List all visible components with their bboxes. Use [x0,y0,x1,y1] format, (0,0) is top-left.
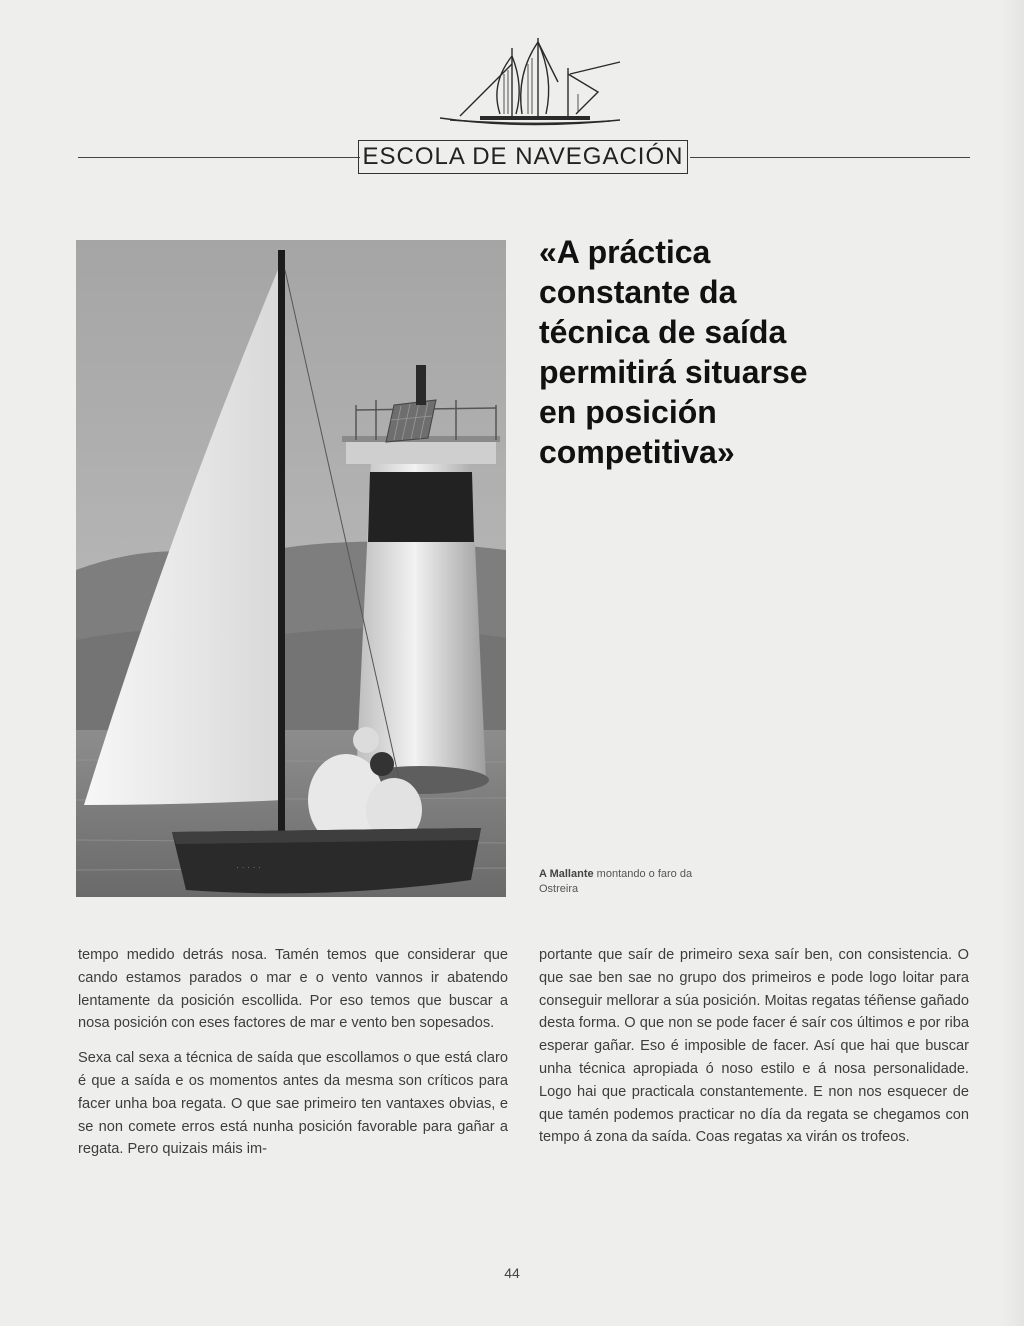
photo-caption [539,867,699,897]
header-rule-right [690,157,970,158]
body-paragraph: Sexa cal sexa a técnica de saída que escollamos o que está claro é que a saída e os momentos antes da mesma son críticos para facer unha boa regata. O que sae primeiro ten vantaxes obvias, e se non comete erros está nunha posición favorable para gañar a regata. Pero quizais máis im- [78,1050,508,1158]
lighthouse-sailboat-photo [76,240,506,897]
section-header: ESCOLA DE NAVEGACIÓN [358,140,688,174]
header-rule-left [78,157,360,158]
body-column-left [78,944,508,1173]
caption-boat-name: A Mallante [539,868,594,880]
sailing-ship-logo [420,34,630,130]
body-column-right [539,944,969,1161]
body-paragraph: portante que saír de primeiro sexa saír ben, con consistencia. O que sae ben sae no grupo dos primeiros e pode logo loitar para conseguir mellorar a súa posición. Moitas regatas téñense gañado desta forma. O que non se pode facer é saír cos últimos e por riba esperar gañar. Eso é imposible de facer. Así que hai que buscar unha técnica apropiada ó noso estilo e á nosa personalidade. Logo hai que practicala constantemente. E non nos esquecer de que tamén podemos practicar no día da regata se chegamos con tempo á zona da saída. Coas regatas xa virán os trofeos. [539,947,969,1146]
svg-text:· · · · ·: · · · · · [236,862,261,872]
page-edge-shadow [1002,0,1024,1326]
caption-text: montando o faro da Ostreira [539,868,693,895]
pull-quote: «A práctica constante da técnica de saída permitirá situarse en posición competitiva» [539,234,808,470]
page-number: 44 [504,1265,520,1281]
body-paragraph: tempo medido detrás nosa. Tamén temos que considerar que cando estamos parados o mar e o vento vannos ir abatendo lentamente da posición escollida. Por eso temos que buscar a nosa posición con eses factores de mar e vento ben sopesados. [78,947,508,1032]
